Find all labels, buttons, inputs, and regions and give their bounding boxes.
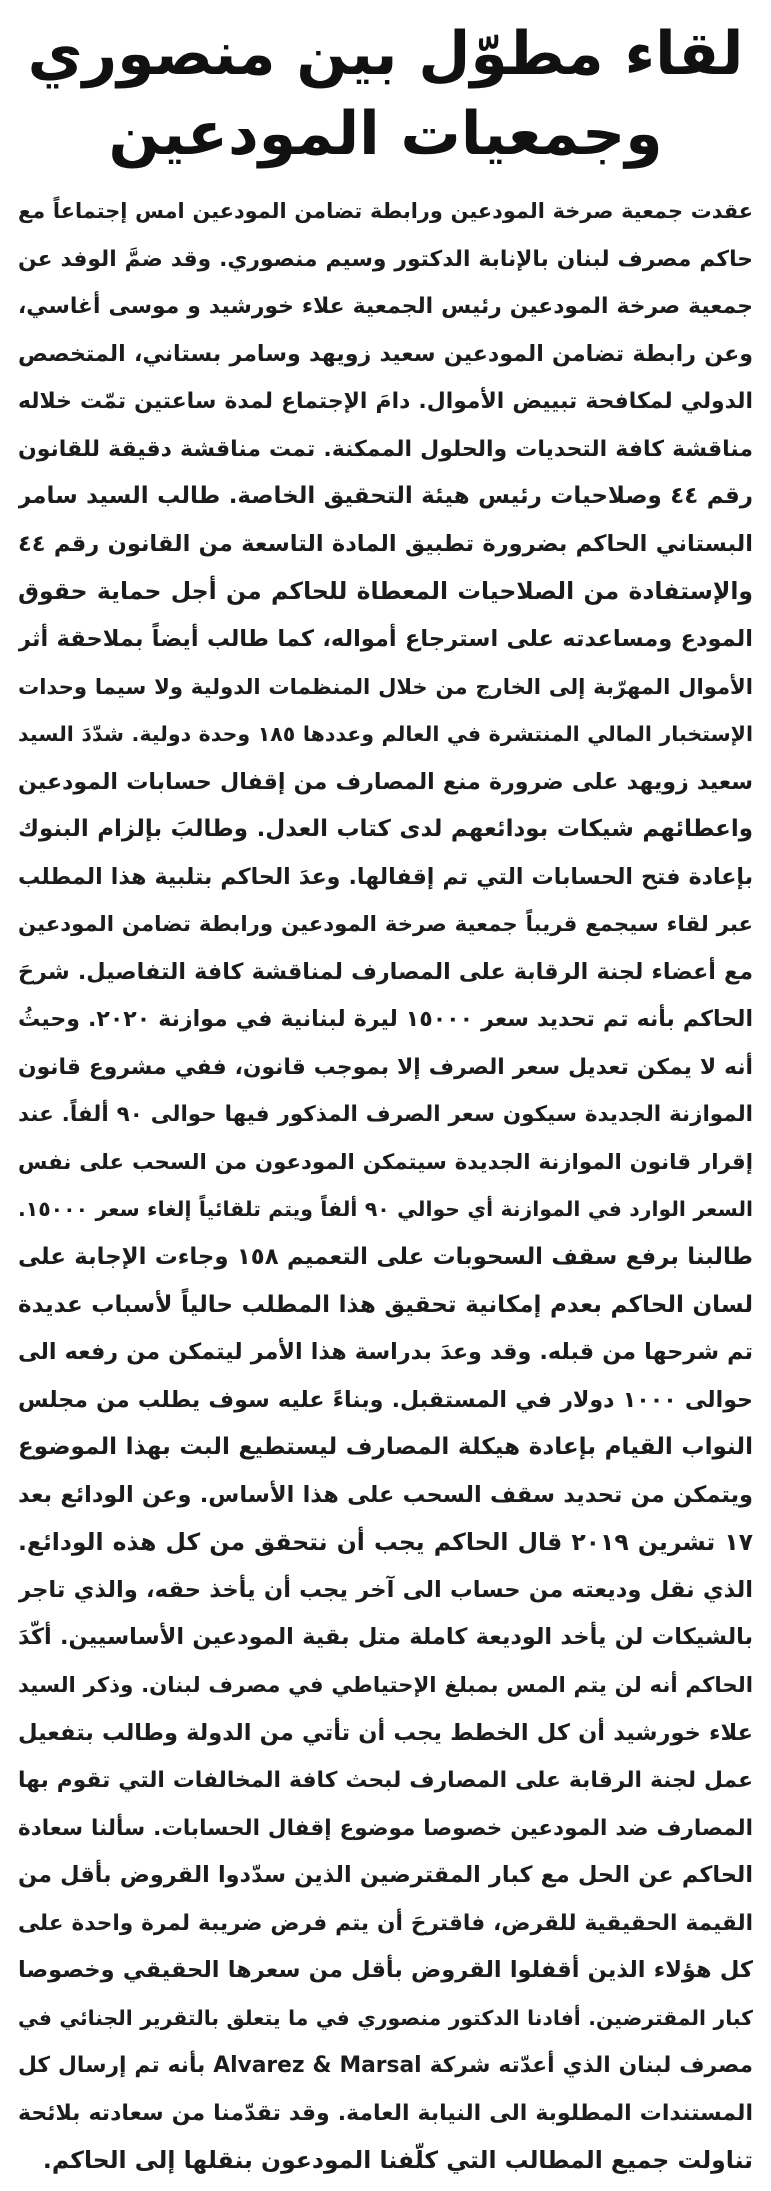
body-line: ١٧ تشرين ٢٠١٩ قال الحاكم يجب أن نتحقق من كل هذه الودائع. bbox=[18, 1528, 753, 1557]
body-line: طالبنا برفع سقف السحوبات على التعميم ١٥٨ وجاءت الإجابة على bbox=[18, 1244, 753, 1271]
body-line: عقدت جمعية صرخة المودعين ورابطة تضامن المودعين امس إجتماعاً مع bbox=[18, 199, 753, 223]
article-body bbox=[18, 188, 753, 2185]
body-line: رقم ٤٤ وصلاحيات رئيس هيئة التحقيق الخاصة. طالب السيد سامر bbox=[18, 483, 753, 510]
body-line: بالشيكات لن يأخد الوديعة كاملة متل بقية المودعين الأساسيين. أكّدَ bbox=[18, 1624, 753, 1651]
body-line: جمعية صرخة المودعين رئيس الجمعية علاء خورشيد و موسى أغاسي، bbox=[18, 294, 753, 320]
body-line: كبار المقترضين. أفادنا الدكتور منصوري في ما يتعلق بالتقرير الجنائي في bbox=[18, 2005, 753, 2030]
body-line: ويتمكن من تحديد سقف السحب على هذا الأساس. وعن الودائع بعد bbox=[18, 1481, 753, 1508]
headline bbox=[18, 14, 753, 174]
body-line: إقرار قانون الموازنة الجديدة سيتمكن المودعون من السحب على نفس bbox=[18, 1149, 753, 1175]
body-line: السعر الوارد في الموازنة أي حوالي ٩٠ ألفاً ويتم تلقائياً إلغاء سعر ١٥٠٠٠. bbox=[18, 1197, 753, 1222]
body-line: علاء خورشيد أن كل الخطط يجب أن تأتي من الدولة وطالب بتفعيل bbox=[18, 1719, 753, 1746]
body-line: واعطائهم شيكات بودائعهم لدى كتاب العدل. وطالبَ بإلزام البنوك bbox=[18, 816, 753, 843]
body-line: المودع ومساعدته على استرجاع أمواله، كما طالب أيضاً بملاحقة أثر bbox=[18, 625, 753, 652]
body-line: النواب القيام بإعادة هيكلة المصارف ليستطيع البت بهذا الموضوع bbox=[18, 1434, 753, 1461]
body-line: البستاني الحاكم بضرورة تطبيق المادة التاسعة من القانون رقم ٤٤ bbox=[18, 530, 753, 557]
body-line: المستندات المطلوبة الى النيابة العامة. وقد تقدّمنا من سعادته بلائحة bbox=[18, 2100, 753, 2126]
body-line: الموازنة الجديدة سيكون سعر الصرف المذكور فيها حوالى ٩٠ ألفاً. عند bbox=[18, 1102, 753, 1128]
body-line: والإستفادة من الصلاحيات المعطاة للحاكم من أجل حماية حقوق bbox=[18, 577, 753, 606]
body-line: الإستخبار المالي المنتشرة في العالم وعددها ١٨٥ وحدة دولية. شدّدَ السيد bbox=[18, 722, 753, 747]
body-line: الذي نقل وديعته من حساب الى آخر يجب أن يأخذ حقه، والذي تاجر bbox=[18, 1576, 753, 1603]
body-line: عبر لقاء سيجمع قريباً جمعية صرخة المودعين ورابطة تضامن المودعين bbox=[18, 912, 753, 938]
body-line: سعيد زويهد على ضرورة منع المصارف من إقفال حسابات المودعين bbox=[18, 768, 753, 795]
body-line: الحاكم أنه لن يتم المس بمبلغ الإحتياطي في مصرف لبنان. وذكر السيد bbox=[18, 1672, 753, 1698]
body-line: عمل لجنة الرقابة على المصارف لبحث كافة المخالفات التي تقوم بها bbox=[18, 1768, 753, 1794]
body-line: مناقشة كافة التحديات والحلول الممكنة. تمت مناقشة دقيقة للقانون bbox=[18, 436, 753, 462]
body-line: كل هؤلاء الذين أقفلوا القروض بأقل من سعرها الحقيقي وخصوصا bbox=[18, 1957, 753, 1984]
body-line: حوالى ١٠٠٠ دولار في المستقبل. وبناءً عليه سوف يطلب من مجلس bbox=[18, 1386, 753, 1413]
body-line: تناولت جميع المطالب التي كلّفنا المودعون بنقلها إلى الحاكم. bbox=[42, 2146, 753, 2175]
headline-line-2: وجمعيات المودعين bbox=[108, 99, 663, 169]
body-line: بإعادة فتح الحسابات التي تم إقفالها. وعدَ الحاكم بتلبية هذا المطلب bbox=[18, 863, 753, 890]
body-line: حاكم مصرف لبنان بالإنابة الدكتور وسيم منصوري. وقد ضمَّ الوفد عن bbox=[18, 246, 753, 272]
body-line: تم شرحها من قبله. وقد وعدَ بدراسة هذا الأمر ليتمكن من رفعه الى bbox=[18, 1339, 753, 1366]
body-line: وعن رابطة تضامن المودعين سعيد زويهد وسامر بستاني، المتخصص bbox=[18, 340, 753, 367]
body-line: الحاكم بأنه تم تحديد سعر ١٥٠٠٠ ليرة لبنانية في موازنة ٢٠٢٠. وحيثُ bbox=[18, 1007, 753, 1033]
body-line: أنه لا يمكن تعديل سعر الصرف إلا بموجب قانون، ففي مشروع قانون bbox=[18, 1054, 753, 1080]
body-line: مصرف لبنان الذي أعدّته شركة Alvarez & Marsal بأنه تم إرسال كل bbox=[18, 2053, 753, 2079]
body-line: الحاكم عن الحل مع كبار المقترضين الذين سدّدوا القروض بأقل من bbox=[18, 1862, 753, 1889]
headline-line-1: لقاء مطوّل بين منصوري bbox=[27, 19, 744, 89]
body-line: القيمة الحقيقية للقرض، فاقترحَ أن يتم فرض ضريبة لمرة واحدة على bbox=[18, 1910, 753, 1936]
body-line: الدولي لمكافحة تبييض الأموال. دامَ الإجتماع لمدة ساعتين تمّت خلاله bbox=[18, 389, 753, 415]
body-line: المصارف ضد المودعين خصوصا موضوع إقفال الحسابات. سألنا سعادة bbox=[18, 1815, 753, 1841]
body-line: مع أعضاء لجنة الرقابة على المصارف لمناقشة كافة التفاصيل. شرحَ bbox=[18, 958, 753, 985]
body-line: لسان الحاكم بعدم إمكانية تحقيق هذا المطلب حالياً لأسباب عديدة bbox=[18, 1291, 753, 1318]
body-line: الأموال المهرّبة إلى الخارج من خلال المنظمات الدولية ولا سيما وحدات bbox=[18, 674, 753, 700]
